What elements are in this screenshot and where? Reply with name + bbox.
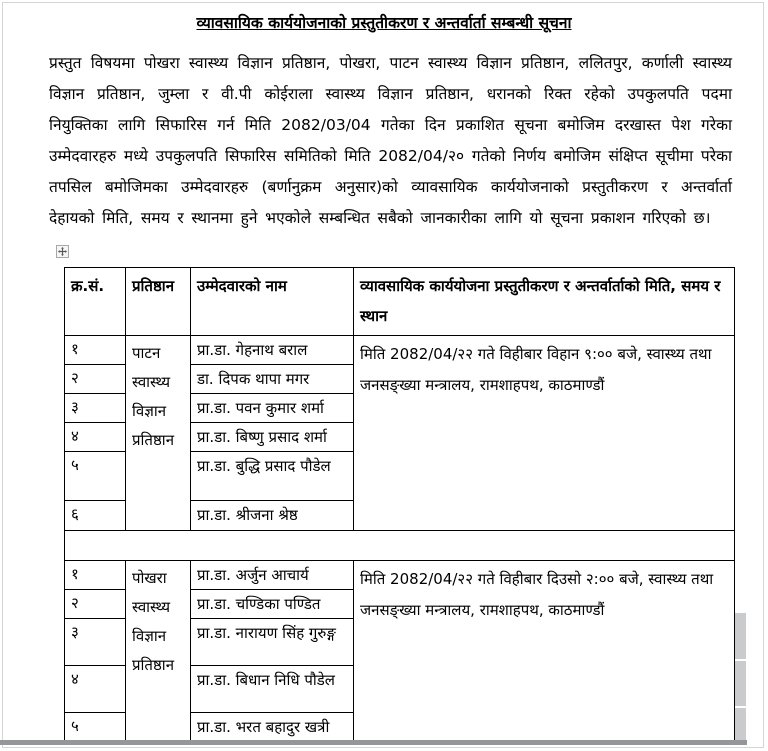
bottom-divider-bar[interactable] bbox=[0, 740, 747, 745]
table-move-handle[interactable] bbox=[56, 245, 69, 258]
schedule-cell: मिति 2082/04/२२ गते विहीबार विहान ९:०० बजे, स्वास्थ्य तथा जनसङ्ख्या मन्त्रालय, रामशाहपथ, काठमाण्डौं bbox=[354, 336, 735, 531]
sn-cell: ४ bbox=[65, 666, 126, 713]
table-row bbox=[65, 336, 735, 365]
candidate-name-cell: डा. दिपक थापा मगर bbox=[191, 365, 354, 394]
sn-cell: १ bbox=[65, 336, 126, 365]
sn-cell: २ bbox=[65, 590, 126, 619]
candidates-table bbox=[64, 267, 735, 742]
schedule-cell: मिति 2082/04/२२ गते विहीबार दिउसो २:०० बजे, स्वास्थ्य तथा जनसङ्ख्या मन्त्रालय, रामशाहपथ, काठमाण्डौं bbox=[354, 561, 735, 742]
candidate-name-cell: प्रा.डा. श्रीजना श्रेष्ठ bbox=[191, 501, 354, 531]
candidate-name-cell: प्रा.डा. गेहनाथ बराल bbox=[191, 336, 354, 365]
spacer-cell bbox=[65, 531, 735, 561]
scrollbar-segment-divider bbox=[735, 659, 746, 661]
vertical-scrollbar-thumb[interactable] bbox=[735, 613, 746, 742]
sn-cell: २ bbox=[65, 365, 126, 394]
column-header-institution: प्रतिष्ठान bbox=[126, 268, 191, 336]
candidate-name-cell: प्रा.डा. पवन कुमार शर्मा bbox=[191, 394, 354, 423]
sn-cell: १ bbox=[65, 561, 126, 590]
candidate-name-cell: प्रा.डा. नारायण सिंह गुरुङ्ग bbox=[191, 619, 354, 666]
candidate-name-cell: प्रा.डा. भरत बहादुर खत्री bbox=[191, 713, 354, 742]
sn-cell: ६ bbox=[65, 501, 126, 531]
candidate-name-cell: प्रा.डा. बुद्धि प्रसाद पौडेल bbox=[191, 452, 354, 501]
institution-cell: पाटन स्वास्थ्य विज्ञान प्रतिष्ठान bbox=[126, 336, 191, 531]
candidate-name-cell: प्रा.डा. बिधान निधि पौडेल bbox=[191, 666, 354, 713]
sn-cell: ५ bbox=[65, 713, 126, 742]
table-header-row bbox=[65, 268, 735, 336]
move-four-way-icon bbox=[58, 247, 67, 256]
scrollbar-segment-divider bbox=[735, 706, 746, 708]
sn-cell: ४ bbox=[65, 423, 126, 452]
table-row bbox=[65, 561, 735, 590]
candidate-name-cell: प्रा.डा. अर्जुन आचार्य bbox=[191, 561, 354, 590]
column-header-candidate-name: उम्मेदवारको नाम bbox=[191, 268, 354, 336]
institution-cell: पोखरा स्वास्थ्य विज्ञान प्रतिष्ठान bbox=[126, 561, 191, 742]
intro-paragraph: प्रस्तुत विषयमा पोखरा स्वास्थ्य विज्ञान प्रतिष्ठान, पोखरा, पाटन स्वास्थ्य विज्ञान प्रतिष्ठान, ललितपुर, कर्णाली स्वास्थ्य विज्ञान प्रतिष्ठान, जुम्ला र वी.पी कोईराला स्वास्थ्य विज्ञान प्रतिष्ठान, धरानको रिक्त रहेको उपकुलपति पदमा नियुक्तिका लागि सिफारिस गर्न मिति 2082/03/04 गतेका दिन प्रकाशित सूचना बमोजिम दरखास्त पेश गरेका उम्मेदवारहरु मध्ये उपकुलपति सिफारिस समितिको मिति 2082/04/२० गतेको निर्णय बमोजिम संक्षिप्त सूचीमा परेका तपसिल बमोजिमका उम्मेदवारहरु (बर्णानुक्रम अनुसार)को व्यावसायिक कार्ययोजनाको प्रस्तुतीकरण र अन्तर्वार्ता देहायको मिति, समय र स्थानमा हुने भएकोले सम्बन्धित सबैको जानकारीका लागि यो सूचना प्रकाशन गरिएको छ। bbox=[49, 54, 732, 227]
candidate-name-cell: प्रा.डा. चण्डिका पण्डित bbox=[191, 590, 354, 619]
sn-cell: ५ bbox=[65, 452, 126, 501]
candidate-name-cell: प्रा.डा. बिष्णु प्रसाद शर्मा bbox=[191, 423, 354, 452]
page-title-text: व्यावसायिक कार्ययोजनाको प्रस्तुतीकरण र अन्तर्वार्ता सम्बन्धी सूचना bbox=[196, 14, 572, 32]
spacer-row bbox=[65, 531, 735, 561]
column-header-sn: क्र.सं. bbox=[65, 268, 126, 336]
page-title bbox=[0, 11, 768, 33]
sn-cell: ३ bbox=[65, 394, 126, 423]
column-header-schedule: व्यावसायिक कार्ययोजना प्रस्तुतीकरण र अन्तर्वार्ताको मिति, समय र स्थान bbox=[354, 268, 735, 336]
sn-cell: ३ bbox=[65, 619, 126, 666]
